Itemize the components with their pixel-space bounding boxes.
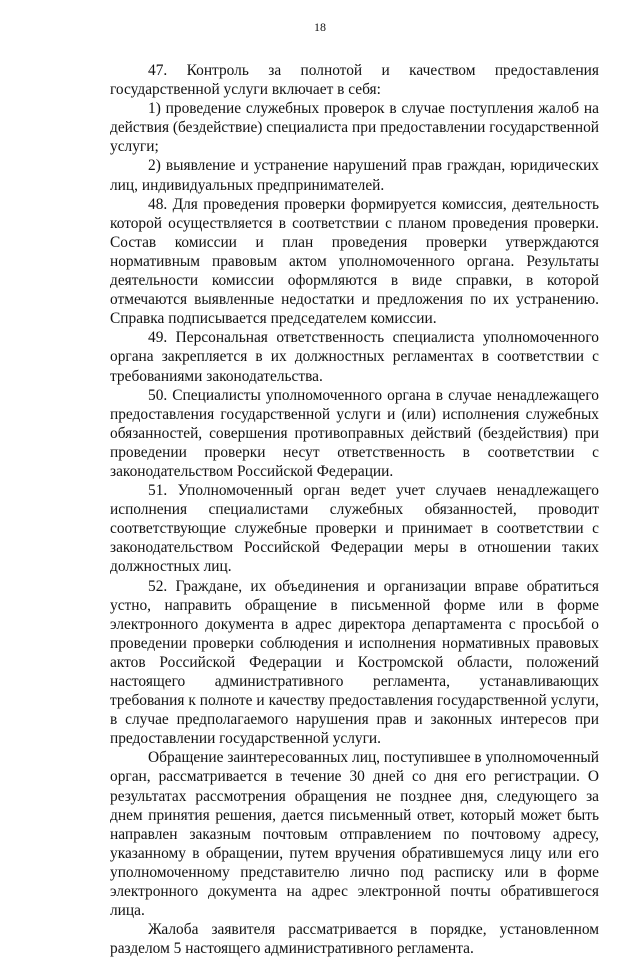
paragraph-49: 49. Персональная ответственность специалиста уполномоченного органа закрепляется в их должностных регламентах в соответствии с требованиями законодательства.	[110, 329, 599, 385]
paragraph-appeal-review: Обращение заинтересованных лиц, поступившее в уполномоченный орган, рассматривается в течение 30 дней со дня его регистрации. О результатах рассмотрения обращения не позднее дня, следующего за днем принятия решения, дается письменный ответ, который может быть направлен заказным почтовым отправлением по почтовому адресу, указанному в обращении, путем вручения обратившемуся лицу или его уполномоченному представителю лично под расписку или в форме электронного документа на адрес электронной почты обратившегося лица.	[110, 749, 599, 920]
page-number: 18	[314, 20, 326, 34]
paragraph-47-intro: 47. Контроль за полнотой и качеством предоставления государственной услуги включает в себя:	[110, 62, 599, 99]
paragraph-47-item-2: 2) выявление и устранение нарушений прав граждан, юридических лиц, индивидуальных предпринимателей.	[110, 157, 599, 194]
document-body	[110, 61, 599, 958]
paragraph-48: 48. Для проведения проверки формируется комиссия, деятельность которой осуществляется в соответствии с планом проведения проверки. Состав комиссии и план проведения проверки утверждаются нормативным правовым актом уполномоченного органа. Результаты деятельности комиссии оформляются в виде справки, в которой отмечаются выявленные недостатки и предложения по их устранению. Справка подписывается председателем комиссии.	[110, 195, 599, 328]
paragraph-47-item-1: 1) проведение служебных проверок в случае поступления жалоб на действия (бездействие) специалиста при предоставлении государственной услуги;	[110, 100, 599, 156]
paragraph-51: 51. Уполномоченный орган ведет учет случаев ненадлежащего исполнения специалистами служебных обязанностей, проводит соответствующие служебные проверки и принимает в соответствии с законодательством Российской Федерации меры в отношении таких должностных лиц.	[110, 482, 599, 576]
paragraph-50: 50. Специалисты уполномоченного органа в случае ненадлежащего предоставления государственной услуги и (или) исполнения служебных обязанностей, совершения противоправных действий (бездействия) при проведении проверки несут ответственность в соответствии с законодательством Российской Федерации.	[110, 386, 599, 480]
paragraph-52: 52. Граждане, их объединения и организации вправе обратиться устно, направить обращение в письменной форме или в форме электронного документа в адрес директора департамента с просьбой о проведении проверки соблюдения и исполнения нормативных правовых актов Российской Федерации и Костромской области, положений настоящего административного регламента, устанавливающих требования к полноте и качеству предоставления государственной услуги, в случае предполагаемого нарушения прав и законных интересов при предоставлении государственной услуги.	[110, 577, 599, 748]
paragraph-complaint: Жалоба заявителя рассматривается в порядке, установленном разделом 5 настоящего административного регламента.	[110, 921, 599, 958]
